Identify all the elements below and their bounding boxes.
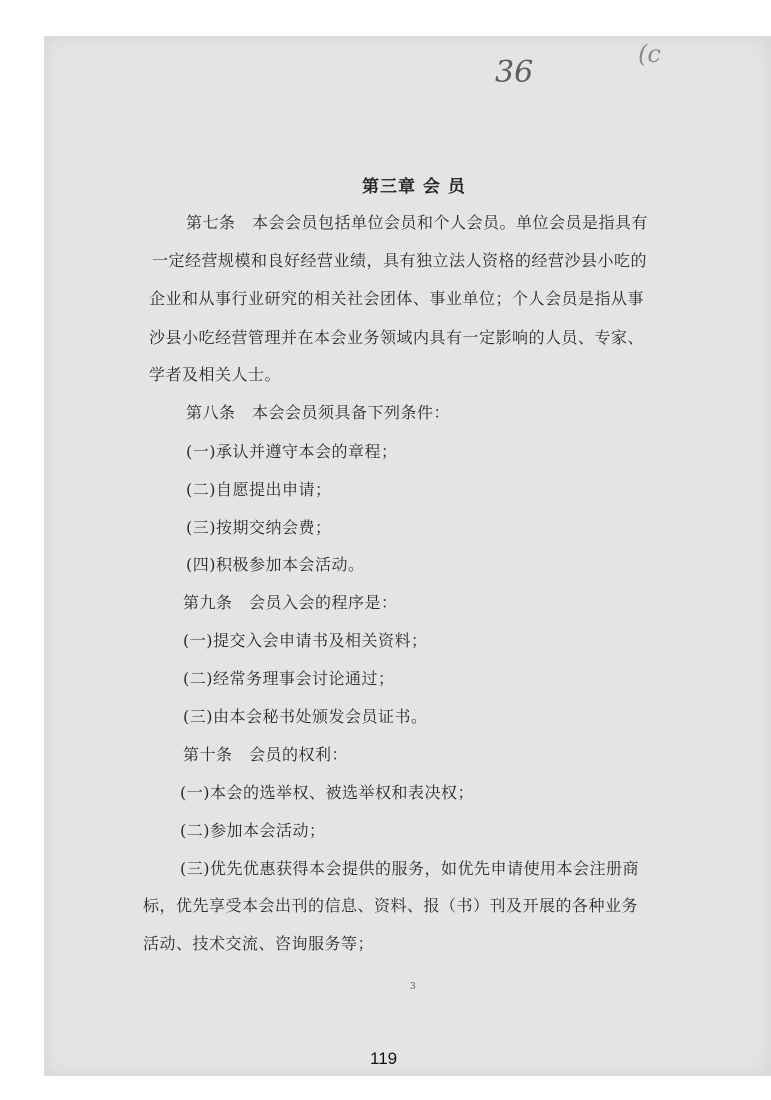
article-8-item-3: (三)按期交纳会费； (186, 518, 332, 537)
corner-handwritten-mark: (c (638, 40, 661, 68)
article-9-heading: 第九条 会员入会的程序是： (183, 593, 398, 612)
article-10-item-3-line-3: 活动、技术交流、咨询服务等； (143, 934, 375, 953)
chapter-title: 第三章 会 员 (362, 177, 466, 197)
article-8-heading: 第八条 本会会员须具备下列条件： (186, 403, 451, 422)
article-8-item-4: (四)积极参加本会活动。 (186, 555, 365, 574)
document-page-footer: 3 (410, 982, 416, 992)
article-7-line-1: 第七条 本会会员包括单位会员和个人会员。单位会员是指具有 (186, 213, 649, 232)
article-7-line-5: 学者及相关人士。 (149, 365, 282, 384)
article-10-item-3-line-2: 标，优先享受本会出刊的信息、资料、报（书）刊及开展的各种业务 (143, 896, 639, 915)
article-8-item-2: (二)自愿提出申请； (186, 480, 332, 499)
page-number: 119 (370, 1049, 398, 1068)
article-8-item-1: (一)承认并遵守本会的章程； (186, 442, 398, 461)
article-7-line-4: 沙县小吃经营管理并在本会业务领域内具有一定影响的人员、专家、 (149, 328, 645, 347)
article-9-item-3: (三)由本会秘书处颁发会员证书。 (183, 707, 428, 726)
article-10-heading: 第十条 会员的权利： (183, 745, 349, 764)
article-9-item-1: (一)提交入会申请书及相关资料； (183, 631, 428, 650)
article-10-item-2: (二)参加本会活动； (180, 821, 326, 840)
article-10-item-1: (一)本会的选举权、被选举权和表决权； (180, 783, 474, 802)
article-10-item-3-line-1: (三)优先优惠获得本会提供的服务，如优先申请使用本会注册商 (180, 859, 639, 878)
handwritten-page-number: 36 (495, 55, 534, 90)
article-9-item-2: (二)经常务理事会讨论通过； (183, 669, 395, 688)
article-7-line-3: 企业和从事行业研究的相关社会团体、事业单位；个人会员是指从事 (149, 289, 645, 308)
article-7-line-2: 一定经营规模和良好经营业绩，具有独立法人资格的经营沙县小吃的 (152, 251, 648, 270)
